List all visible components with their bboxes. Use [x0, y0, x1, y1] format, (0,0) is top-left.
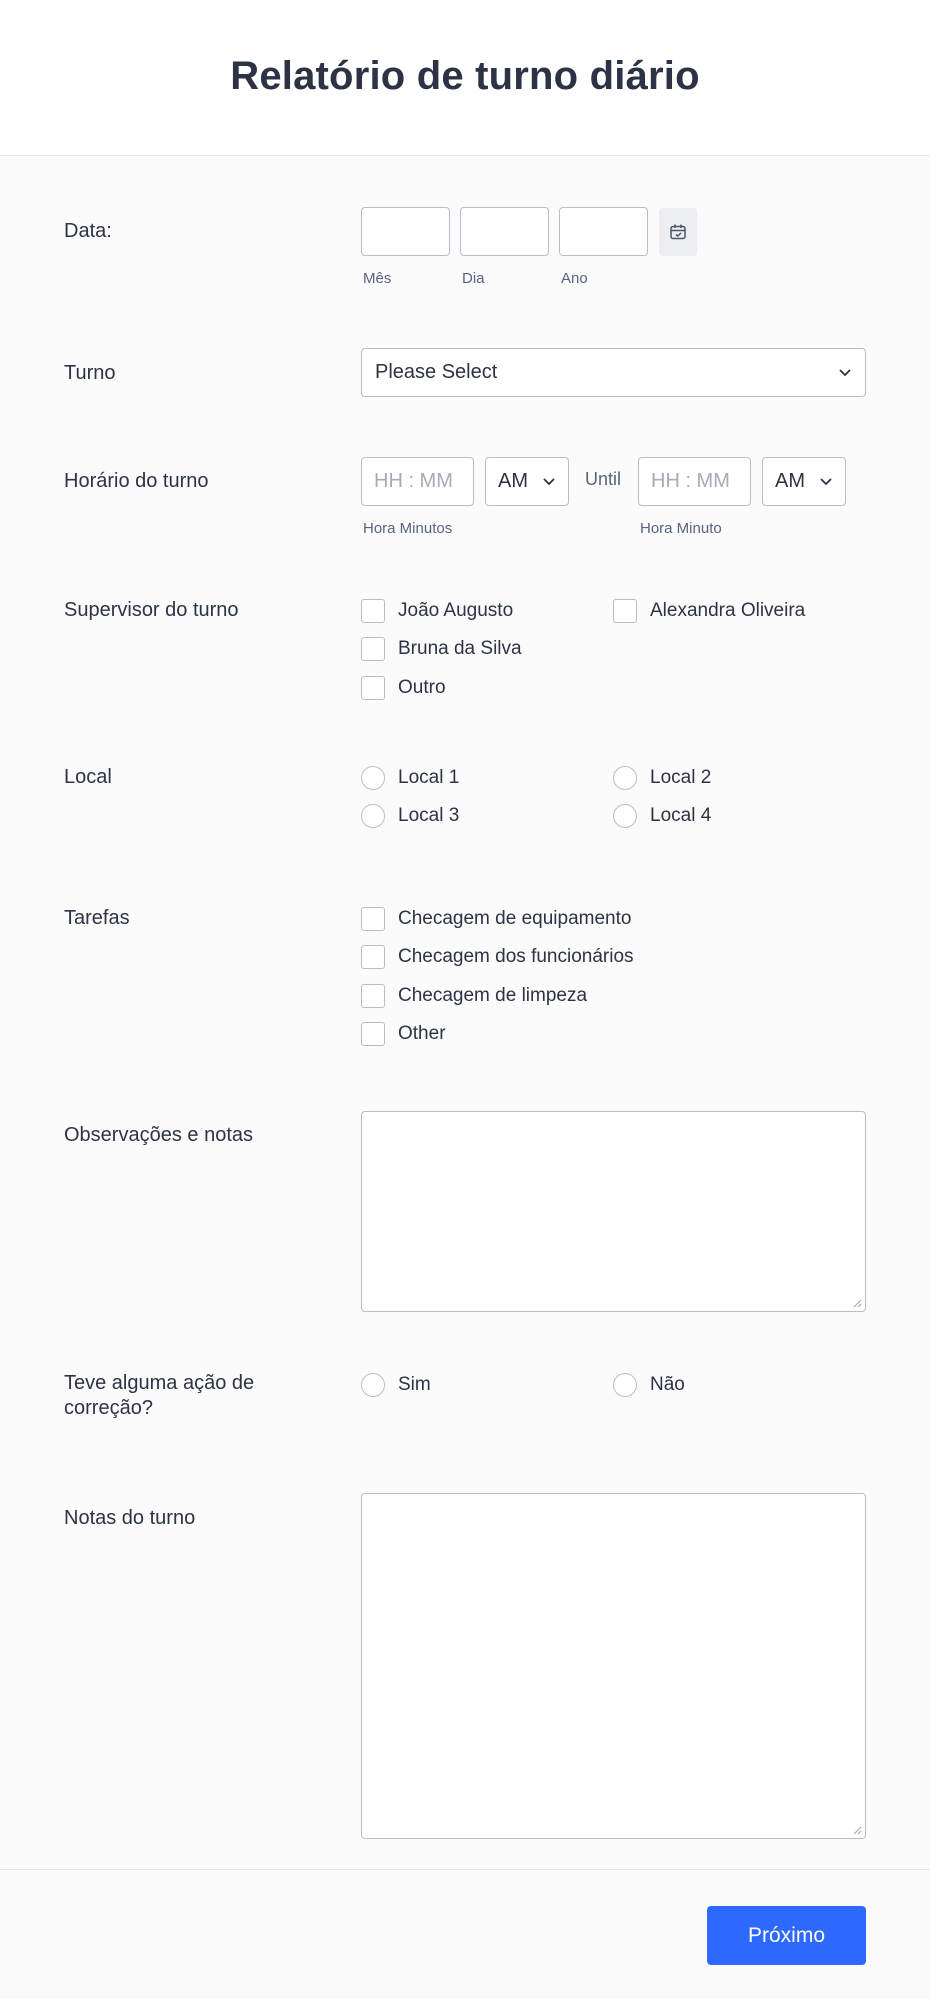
option-label: Other — [398, 1023, 446, 1044]
corrective-label-line2: correção? — [64, 1397, 153, 1419]
radio-button[interactable] — [613, 804, 637, 828]
until-label: Until — [585, 469, 622, 489]
corrective-option-no[interactable] — [613, 1372, 685, 1398]
end-time-sublabel: Hora Minuto — [640, 520, 722, 537]
shift-notes-label: Notas do turno — [64, 1507, 196, 1529]
start-ampm-select[interactable] — [485, 457, 569, 506]
day-sublabel: Dia — [462, 270, 485, 287]
location-label: Local — [64, 766, 112, 788]
option-label: Checagem de equipamento — [398, 908, 632, 929]
chevron-down-icon — [838, 368, 852, 378]
start-ampm-value: AM — [498, 470, 528, 492]
end-time-input[interactable] — [638, 457, 751, 506]
option-label: Alexandra Oliveira — [650, 600, 806, 621]
option-label: Outro — [398, 677, 446, 698]
corrective-label — [64, 1371, 254, 1421]
location-option[interactable] — [361, 803, 459, 829]
end-time-placeholder: HH : MM — [651, 470, 730, 492]
start-time-sublabel: Hora Minutos — [363, 520, 453, 537]
task-option[interactable] — [361, 983, 587, 1009]
calendar-button[interactable] — [659, 208, 697, 256]
end-ampm-value: AM — [775, 470, 805, 492]
day-input[interactable] — [460, 207, 549, 256]
task-option[interactable] — [361, 1021, 446, 1047]
radio-button[interactable] — [361, 1373, 385, 1397]
start-time-input[interactable] — [361, 457, 474, 506]
checkbox[interactable] — [361, 1022, 385, 1046]
start-time-placeholder: HH : MM — [374, 470, 453, 492]
option-label: Checagem de limpeza — [398, 985, 588, 1006]
chevron-down-icon — [542, 477, 556, 487]
chevron-down-icon — [819, 477, 833, 487]
corrective-option-yes[interactable] — [361, 1372, 431, 1398]
option-label: Local 3 — [398, 805, 460, 826]
year-input[interactable] — [559, 207, 648, 256]
year-sublabel: Ano — [561, 270, 588, 287]
supervisor-option[interactable] — [361, 675, 446, 701]
location-option[interactable] — [361, 765, 459, 791]
option-label: Sim — [398, 1374, 431, 1395]
observations-label: Observações e notas — [64, 1124, 253, 1146]
radio-button[interactable] — [361, 804, 385, 828]
end-ampm-select[interactable] — [762, 457, 846, 506]
checkbox[interactable] — [361, 984, 385, 1008]
form-header — [0, 0, 930, 156]
option-label: Local 1 — [398, 767, 460, 788]
location-option[interactable] — [613, 803, 711, 829]
radio-button[interactable] — [613, 1373, 637, 1397]
radio-button[interactable] — [613, 766, 637, 790]
option-label: Local 2 — [650, 767, 712, 788]
checkbox[interactable] — [361, 907, 385, 931]
option-label: Não — [650, 1374, 685, 1395]
shift-select[interactable] — [361, 348, 866, 397]
month-input[interactable] — [361, 207, 450, 256]
supervisor-label: Supervisor do turno — [64, 599, 239, 621]
resize-grip-icon[interactable] — [852, 1825, 862, 1835]
calendar-icon — [669, 223, 687, 241]
date-label: Data: — [64, 220, 112, 242]
task-option[interactable] — [361, 906, 631, 932]
option-label: Local 4 — [650, 805, 712, 826]
shift-label: Turno — [64, 362, 116, 384]
shift-time-label: Horário do turno — [64, 470, 209, 492]
shift-select-value: Please Select — [375, 361, 498, 383]
checkbox[interactable] — [361, 676, 385, 700]
supervisor-option[interactable] — [361, 636, 522, 662]
checkbox[interactable] — [361, 637, 385, 661]
month-sublabel: Mês — [363, 270, 392, 287]
supervisor-option[interactable] — [361, 598, 513, 624]
radio-button[interactable] — [361, 766, 385, 790]
shift-notes-textarea[interactable] — [361, 1493, 866, 1839]
observations-textarea[interactable] — [361, 1111, 866, 1312]
resize-grip-icon[interactable] — [852, 1298, 862, 1308]
task-option[interactable] — [361, 944, 634, 970]
checkbox[interactable] — [361, 599, 385, 623]
location-option[interactable] — [613, 765, 711, 791]
tasks-label: Tarefas — [64, 907, 130, 929]
corrective-label-line1: Teve alguma ação de — [64, 1372, 255, 1394]
next-button[interactable]: Próximo — [707, 1906, 866, 1965]
checkbox[interactable] — [361, 945, 385, 969]
option-label: João Augusto — [398, 600, 514, 621]
option-label: Bruna da Silva — [398, 638, 522, 659]
checkbox[interactable] — [613, 599, 637, 623]
supervisor-option[interactable] — [613, 598, 805, 624]
option-label: Checagem dos funcionários — [398, 946, 634, 967]
form-title: Relatório de turno diário — [230, 54, 700, 98]
